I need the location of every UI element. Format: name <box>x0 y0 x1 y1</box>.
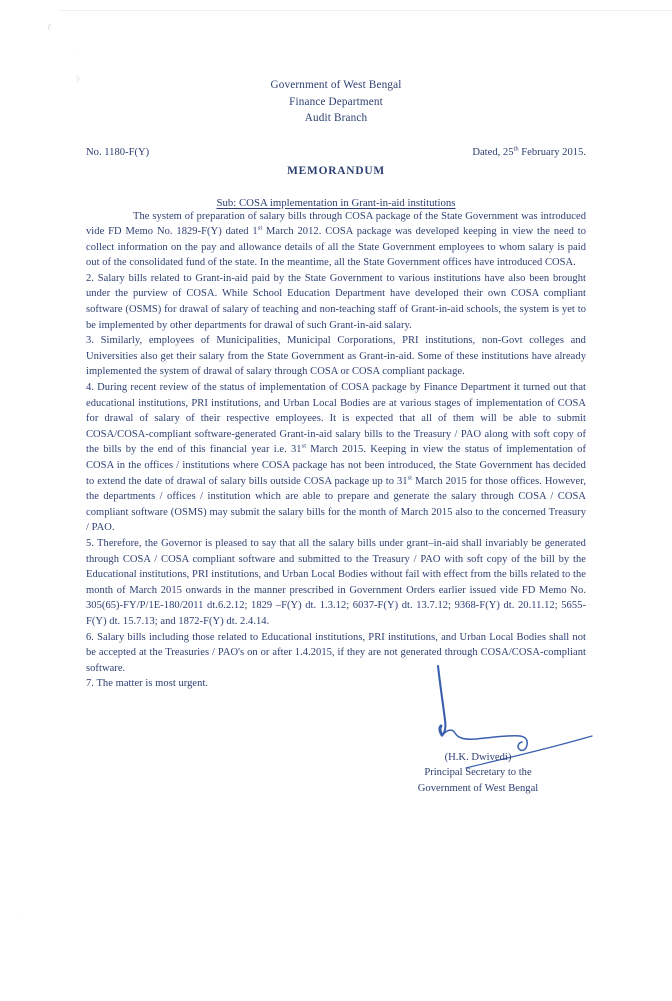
paragraph-6: 6. Salary bills including those related to Educational institutions, PRI institutions, and Urban Local Bodies shall not be accepted at the Treasuries / PAO's on or after 1.4.2015, if they are not generated through COSA/COSA-compliant software. <box>86 631 586 674</box>
scan-artifact-mark: ʂ <box>75 71 81 84</box>
subject-text: Sub: COSA implementation in Grant-in-aid institutions <box>216 196 456 209</box>
paragraph-4-part-c: March 2015 for those offices. However, the departments / offices / institution which are able to prepare and generate the salary through COSA / COSA compliant software (OSMS) may submit the salary bills for the month of March 2015 also to the concerned Treasury / PAO. <box>86 475 586 534</box>
paragraph-1-ordinal: st <box>257 224 263 232</box>
paragraph-7: 7. The matter is most urgent. <box>86 678 209 690</box>
paragraph-4-ordinal-1: st <box>301 442 307 450</box>
letterhead-branch: Audit Branch <box>304 112 368 124</box>
signature-area <box>86 708 586 828</box>
letterhead <box>86 77 586 127</box>
scan-artifact-mark: ℓ <box>46 21 52 33</box>
document-body <box>86 0 586 828</box>
paragraph-5: 5. Therefore, the Governor is pleased to say that all the salary bills under grant–in-aid shall invariably be generated through COSA / COSA compliant software and submitted to the Treasury / PAO with soft copy of the bill by the Educational institutions, PRI institutions, and Urban Local Bodies without fail with effect from the bills related to the month of March 2015 onwards in the manner prescribed in Government Orders earlier issued vide FD Memo No. 305(65)-FY/P/1E-180/2011 dt.6.2.12; 1829 –F(Y) dt. 1.3.12; 6037-F(Y) dt. 13.7.12; 9368-F(Y) dt. 20.11.12; 5655-F(Y) dt. 15.7.13; and 1872-F(Y) dt. 2.4.14. <box>86 537 586 627</box>
paragraph-4-part-a: 4. During recent review of the status of implementation of COSA package by Finance Department it turned out that educational institutions, PRI institutions, and Urban Local Bodies are at various stages of implementation of COSA for drawal of salary of their respective employees. It is expected that all of them will be able to submit COSA/COSA-compliant software-generated Grant-in-aid salary bills to the Treasury / PAO along with soft copy of the bills by the end of this financial year i.e. 31 <box>86 382 586 456</box>
letterhead-government: Government of West Bengal <box>270 79 402 91</box>
memo-date <box>472 144 586 158</box>
subject-line <box>86 197 586 209</box>
reference-row <box>86 144 586 161</box>
paragraph-1-part-a: The system of preparation of salary bills through COSA package of the State Government was introduced vide FD Memo No. 1829-F(Y) dated 1 <box>86 210 586 238</box>
signature-block <box>370 750 586 796</box>
signatory-organisation: Government of West Bengal <box>417 782 539 794</box>
paragraph-1-part-b: March 2012. COSA package was developed keeping in view the need to collect information on the pay and allowance details of all the State Government employees to whom salary is paid out of the consolidated fund of the state. In the meantime, all the State Government offices have introduced COSA. <box>86 226 586 269</box>
paragraph-2: 2. Salary bills related to Grant-in-aid paid by the State Government to various institutions have also been brought under the purview of COSA. While School Education Department have developed their own COSA compliant software (OSMS) for drawal of salary of teaching and non-teaching staff of Grant-in-aid schools, the system is yet to be implemented by other departments for drawal of such Grant-in-aid salary. <box>86 272 586 331</box>
letterhead-department: Finance Department <box>289 95 383 108</box>
paragraph-4-ordinal-2: st <box>407 474 413 482</box>
paragraph-4-part-b: March 2015. Keeping in view the status of implementation of COSA in the offices / institutions where COSA package has not been introduced, the State Government has decided to extend the date of drawal of salary bills outside COSA package up to 31 <box>86 444 586 487</box>
paragraph-4 <box>86 380 586 536</box>
memo-date-suffix: February 2015. <box>518 146 586 158</box>
memo-date-ordinal: th <box>513 144 519 152</box>
scan-artifact-mark: ∙ <box>16 912 18 920</box>
signatory-designation: Principal Secretary to the <box>424 767 532 779</box>
paragraph-1 <box>86 209 586 271</box>
scan-artifact-mark: · <box>75 48 78 56</box>
memo-number: No. 1180-F(Y) <box>86 146 150 158</box>
signatory-name: (H.K. Dwivedi) <box>444 751 512 763</box>
document-title: MEMORANDUM <box>287 164 385 177</box>
paragraph-3: 3. Similarly, employees of Municipalities, Municipal Corporations, PRI institutions, non-Govt colleges and Universities also get their salary from the State Government as Grant-in-aid. Some of these institutions have already implemented the system of drawal of salary through COSA or COSA compliant package. <box>86 335 586 378</box>
memo-date-prefix: Dated, 25 <box>472 146 514 158</box>
